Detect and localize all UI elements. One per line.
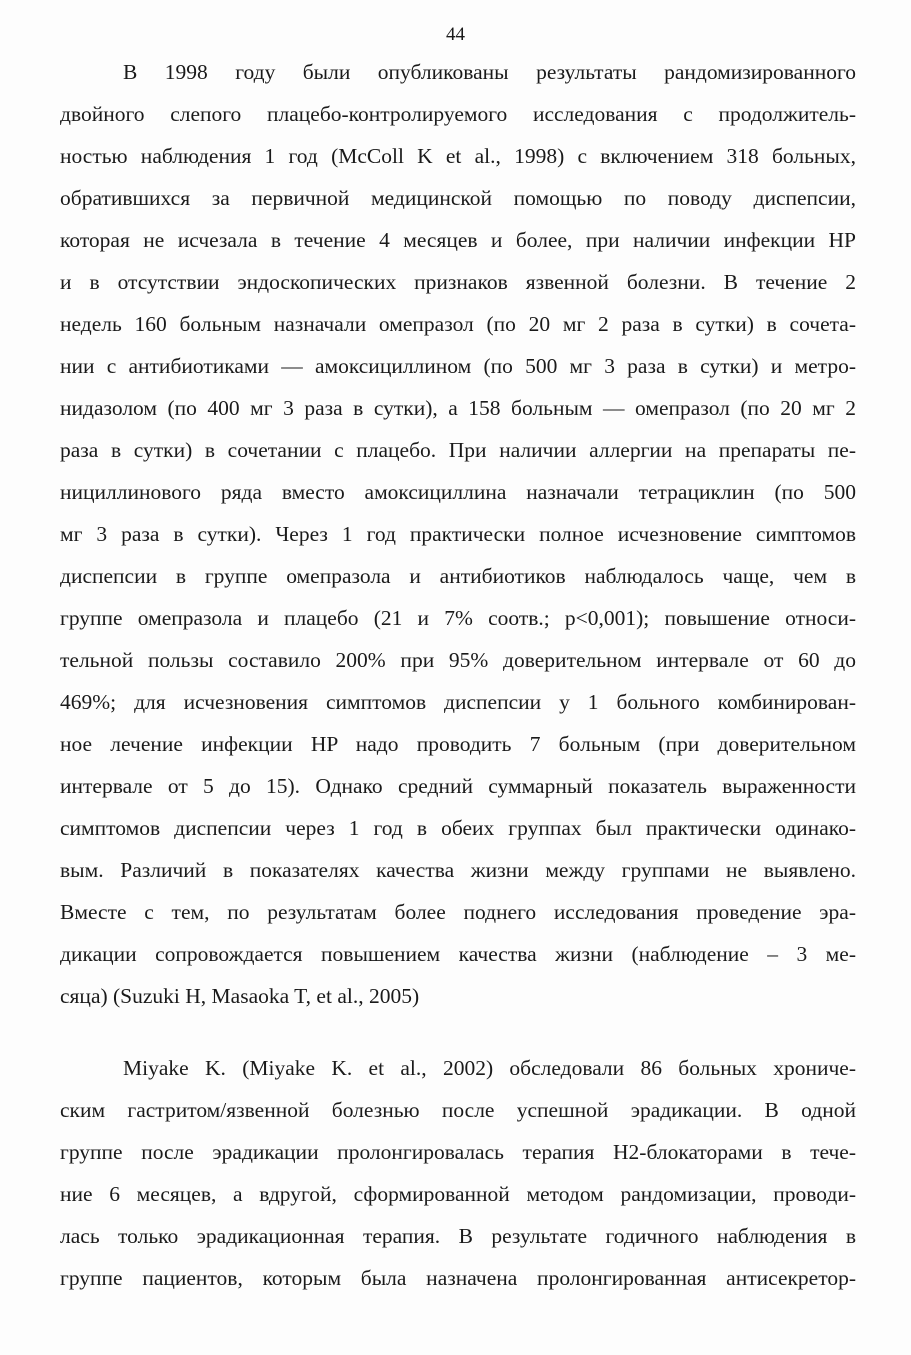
paragraph-1-line-3: ностью наблюдения 1 год (McColl K et al., 1998) с включением 318 больных,	[60, 144, 856, 168]
paragraph-1-line-11: нициллинового ряда вместо амоксициллина назначали тетрациклин (по 500	[60, 480, 856, 504]
paragraph-1-line-22: дикации сопровождается повышением качества жизни (наблюдение – 3 ме-	[60, 942, 856, 966]
paragraph-1-line-7: недель 160 больным назначали омепразол (по 20 мг 2 раза в сутки) в сочета-	[60, 312, 856, 336]
paragraph-2-line-2: ским гастритом/язвенной болезнью после успешной эрадикации. В одной	[60, 1098, 856, 1122]
paragraph-1-line-9: нидазолом (по 400 мг 3 раза в сутки), а 158 больным — омепразол (по 20 мг 2	[60, 396, 856, 420]
paragraph-1-line-15: тельной пользы составило 200% при 95% доверительном интервале от 60 до	[60, 648, 856, 672]
paragraph-1-line-12: мг 3 раза в сутки). Через 1 год практически полное исчезновение симптомов	[60, 522, 856, 546]
paragraph-2-line-1: Miyake K. (Miyake K. et al., 2002) обследовали 86 больных хрониче-	[123, 1056, 856, 1080]
paragraph-1-line-1: В 1998 году были опубликованы результаты рандомизированного	[123, 60, 856, 84]
paragraph-1-line-6: и в отсутствии эндоскопических признаков язвенной болезни. В течение 2	[60, 270, 856, 294]
paragraph-1-line-18: интервале от 5 до 15). Однако средний суммарный показатель выраженности	[60, 774, 856, 798]
paragraph-1-line-5: которая не исчезала в течение 4 месяцев и более, при наличии инфекции HP	[60, 228, 856, 252]
paragraph-1-line-10: раза в сутки) в сочетании с плацебо. При наличии аллергии на препараты пе-	[60, 438, 856, 462]
paragraph-1-line-4: обратившихся за первичной медицинской помощью по поводу диспепсии,	[60, 186, 856, 210]
paragraph-1-line-21: Вместе с тем, по результатам более поднего исследования проведение эра-	[60, 900, 856, 924]
paragraph-1-line-19: симптомов диспепсии через 1 год в обеих группах был практически одинако-	[60, 816, 856, 840]
page-number: 44	[446, 24, 465, 45]
paragraph-2-line-4: ние 6 месяцев, а вдругой, сформированной методом рандомизации, проводи-	[60, 1182, 856, 1206]
paragraph-1-line-23: сяца) (Suzuki H, Masaoka T, et al., 2005)	[60, 984, 420, 1008]
paragraph-1-line-8: нии с антибиотиками — амоксициллином (по 500 мг 3 раза в сутки) и метро-	[60, 354, 856, 378]
paragraph-2-line-3: группе после эрадикации пролонгировалась терапия H2-блокаторами в тече-	[60, 1140, 856, 1164]
paragraph-2-line-5: лась только эрадикационная терапия. В результате годичного наблюдения в	[60, 1224, 856, 1248]
paragraph-1-line-20: вым. Различий в показателях качества жизни между группами не выявлено.	[60, 858, 856, 882]
paragraph-1-line-14: группе омепразола и плацебо (21 и 7% соотв.; p<0,001); повышение относи-	[60, 606, 856, 630]
paragraph-1-line-2: двойного слепого плацебо-контролируемого исследования с продолжитель-	[60, 102, 856, 126]
paragraph-1-line-17: ное лечение инфекции HP надо проводить 7 больным (при доверительном	[60, 732, 856, 756]
paragraph-2-line-6: группе пациентов, которым была назначена пролонгированная антисекретор-	[60, 1266, 856, 1290]
paragraph-1-line-16: 469%; для исчезновения симптомов диспепсии у 1 больного комбинирован-	[60, 690, 856, 714]
paragraph-1-line-13: диспепсии в группе омепразола и антибиотиков наблюдалось чаще, чем в	[60, 564, 856, 588]
